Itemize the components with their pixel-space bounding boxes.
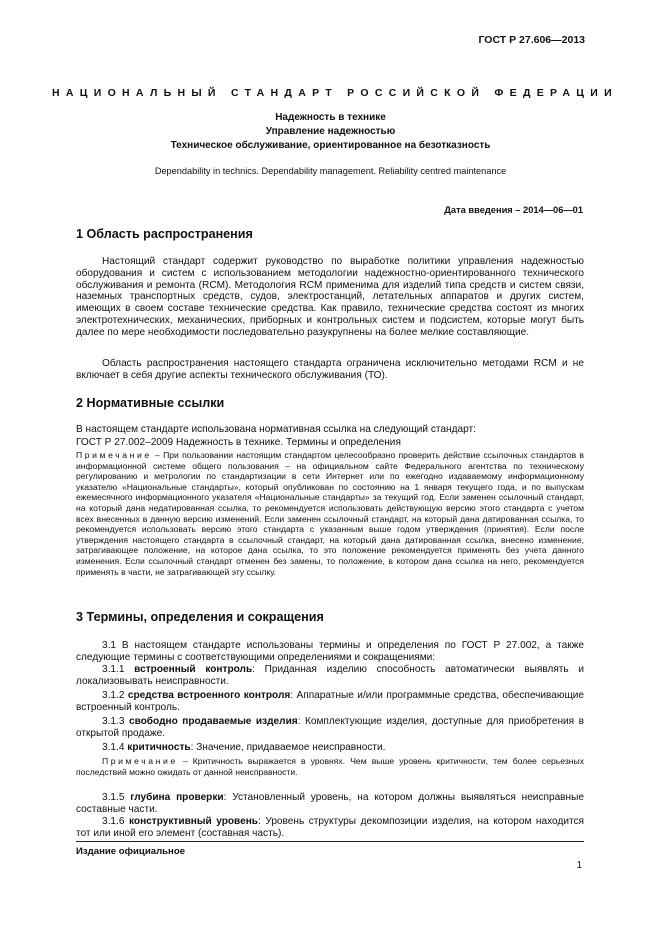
section-2-paragraph-1: В настоящем стандарте использована нормативная ссылка на следующий стандарт: [76,424,476,435]
term-name: критичность [127,742,191,753]
term-number: 3.1.5 [102,792,131,803]
page-number: 1 [576,860,582,871]
term-definition: : Комплектующие изделия, доступные для приобретения в открытой продаже. [76,716,584,739]
term-number: 3.1.3 [102,716,129,727]
note-text: – При пользовании настоящим стандартом целесообразно проверить действие ссылочных стандартов в информационной системе общего пользования – на официальном сайте Федерального агентства по техническому регулированию и метрологии по стандартизации в сети Интернет или по ежегодно издаваемому информационному указателю «Национальные стандарты», который опубликован по состоянию на 1 января текущего года, и по выпускам ежемесячного информационного указателя «Национальные стандарты» за текущий год. Если заменен ссылочный стандарт, на который дана недатированная ссылка, то рекомендуется использовать действующую версию этого стандарта с учетом всех внесенных в данную версию изменений. Если заменен ссылочный стандарт, на который дана датированная ссылка, то рекомендуется использовать версию этого стандарта с указанным выше годом утверждения (принятия). Если после утверждения настоящего стандарта в ссылочный стандарт, на который дана датированная ссылка, внесено изменение, затрагивающее положение, на которое дана ссылка, то это положение рекомендуется применять без учета данного изменения. Если ссылочный стандарт отменен без замены, то положение, в котором дана ссылка на него, рекомендуется применять в части, не затрагивающей эту ссылку. [76,450,584,577]
term-3-1-4 [76,742,584,754]
standard-number: ГОСТ Р 27.606—2013 [478,34,585,46]
term-definition: : Уровень структуры декомпозиции изделия, на котором находится тот или иной его элемент (составная часть). [76,816,585,839]
section-3-paragraph-1: 3.1 В настоящем стандарте использованы термины и определения по ГОСТ Р 27.002, а также следующие термины с соответствующими определениями и сокращениями: [76,640,584,663]
term-name: средства встроенного контроля [127,690,291,701]
note-label: Примечание [102,756,178,766]
term-3-1-3 [76,716,584,740]
section-2-reference: ГОСТ Р 27.002–2009 Надежность в технике. Термины и определения [76,437,401,448]
official-edition-label: Издание официальное [76,846,186,857]
section-1-heading: 1 Область распространения [76,227,253,241]
title-line-2: Управление надежностью [265,126,396,137]
term-3-1-5 [76,792,584,816]
introduction-date: Дата введения – 2014—06—01 [444,205,583,215]
term-name: встроенный контроль [134,664,253,675]
term-definition: : Значение, придаваемое неисправности. [190,742,386,753]
term-definition: : Приданная изделию способность автоматически выявлять и локализовывать неисправности. [76,664,584,687]
title-line-1: Надежность в технике [275,112,386,123]
footer-divider [76,841,584,842]
term-definition: : Установленный уровень, на котором должны выявляться неисправные составные части. [76,792,584,815]
note-label: Примечание [76,450,152,460]
section-2-note [76,450,584,577]
section-2-heading: 2 Нормативные ссылки [76,396,225,410]
section-3-heading: 3 Термины, определения и сокращения [76,610,324,624]
term-3-1-6 [76,816,584,840]
national-standard-banner: НАЦИОНАЛЬНЫЙ СТАНДАРТ РОССИЙСКОЙ ФЕДЕРАЦИИ [52,87,618,99]
title-line-3: Техническое обслуживание, ориентированное на безотказность [170,140,491,151]
term-name: глубина проверки [130,792,224,803]
term-name: свободно продаваемые изделия [128,716,298,727]
section-1-paragraph-2: Область распространения настоящего стандарта ограничена исключительно методами RCM и не включает в себя другие аспекты технического обслуживания (ТО). [76,358,584,381]
term-number: 3.1.1 [102,664,135,675]
term-number: 3.1.4 [102,742,128,753]
section-3-note [76,756,584,777]
section-1-paragraph-1: Настоящий стандарт содержит руководство по выработке политики управления надежностью оборудования и систем с использованием методологии надежностно-ориентированного технического обслуживания и ремонта (RCM). Методология RCM применима для изделий типа средств и систем связи, наземных транспортных средств, судов, электростанций, летательных аппаратов и других систем, имеющих в своем составе технические средства. Как правило, технические средства состоят из многих электротехнических, механических, приборных и контрольных систем и подсистем, которые могут быть далее по мере необходимости последовательно разукрупнены на более мелкие составляющие. [76,256,584,338]
term-definition: : Аппаратные и/или программные средства, обеспечивающие встроенный контроль. [76,690,585,713]
title-english: Dependability in technics. Dependability management. Reliability centred maintenance [154,166,507,176]
term-number: 3.1.2 [102,690,128,701]
term-number: 3.1.6 [102,816,129,827]
term-3-1-1 [76,664,584,688]
note-text: – Критичность выражается в уровнях. Чем выше уровень критичности, тем более серьезных последствий можно ожидать от данной неисправности. [76,756,584,777]
term-3-1-2 [76,690,584,714]
term-name: конструктивный уровень [128,816,259,827]
